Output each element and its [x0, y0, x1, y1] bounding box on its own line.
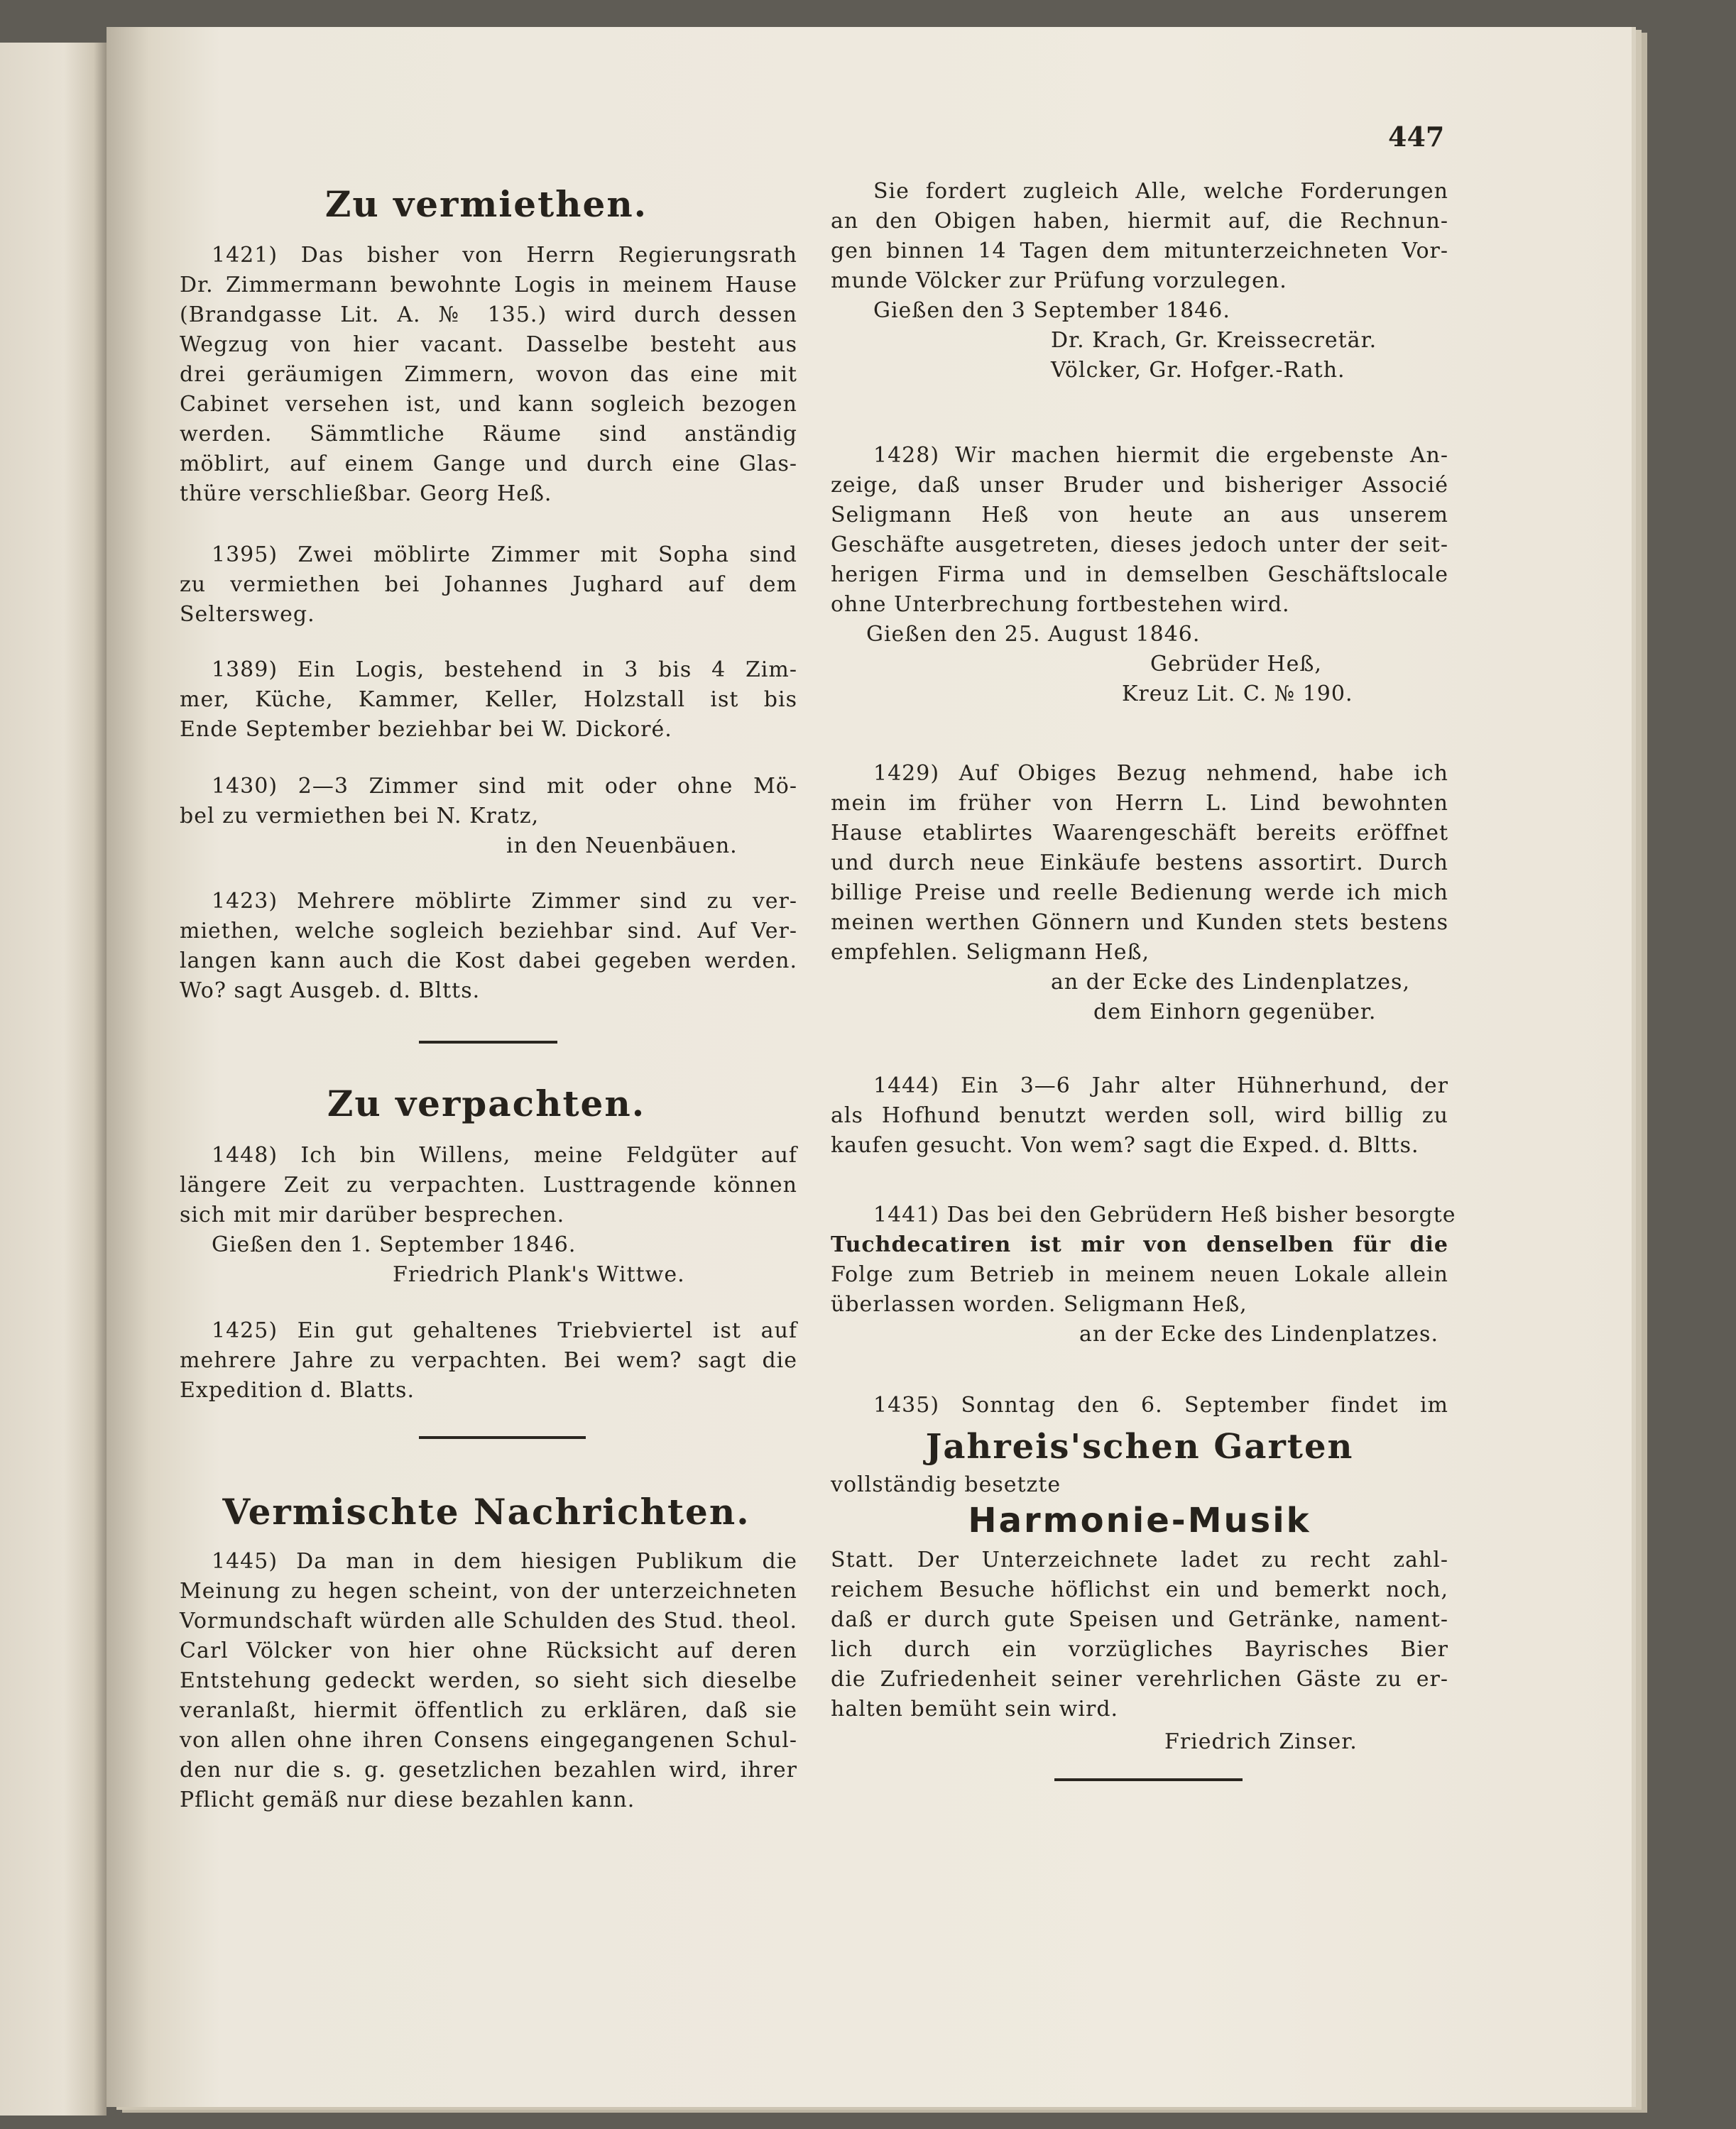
ad-line: an der Ecke des Lindenplatzes,	[1051, 970, 1410, 995]
heading-zu-verpachten: Zu verpachten.	[327, 1083, 646, 1124]
ad-1395	[180, 541, 797, 633]
ad-line: Meinung zu hegen scheint, von der unterzeichneten	[180, 1579, 797, 1604]
ad-line: herigen Firma und in demselben Geschäftslocale	[831, 562, 1448, 587]
ad-line: 1425) Ein gut gehaltenes Triebviertel ist auf	[212, 1318, 797, 1343]
ad-line: 1448) Ich bin Willens, meine Feldgüter auf	[212, 1143, 797, 1168]
ad-1425	[180, 1317, 797, 1409]
ad-line: Gießen den 1. September 1846.	[212, 1232, 577, 1257]
ad-line: 1445) Da man in dem hiesigen Publikum die	[212, 1549, 797, 1574]
ad-line: längere Zeit zu verpachten. Lusttragende können	[180, 1173, 797, 1198]
ad-line: Gießen den 3 September 1846.	[873, 298, 1230, 323]
music-title: Harmonie-Musik	[968, 1501, 1311, 1540]
ad-line: munde Völcker zur Prüfung vorzulegen.	[831, 268, 1287, 293]
ad-line: zu vermiethen bei Johannes Jughard auf dem	[180, 572, 797, 597]
ad-line: und durch neue Einkäufe bestens assortirt. Durch	[831, 850, 1448, 875]
ad-line: den nur die s. g. gesetzlichen bezahlen wird, ihrer	[180, 1758, 797, 1783]
section-divider	[419, 1041, 557, 1044]
ad-line: halten bemüht sein wird.	[831, 1697, 1119, 1722]
ad-line: Geschäfte ausgetreten, dieses jedoch unter der seit-	[831, 532, 1448, 557]
ad-line: 1423) Mehrere möblirte Zimmer sind zu ver-	[212, 889, 797, 914]
ad-line: Sie fordert zugleich Alle, welche Forderungen	[873, 179, 1448, 204]
ad-line: Völcker, Gr. Hofger.-Rath.	[1051, 358, 1345, 383]
ad-line: 1435) Sonntag den 6. September findet im	[873, 1393, 1448, 1418]
ad-line: mein im früher von Herrn L. Lind bewohnten	[831, 791, 1448, 816]
ad-line: Wo? sagt Ausgeb. d. Bltts.	[180, 978, 481, 1003]
ad-line: als Hofhund benutzt werden soll, wird billig zu	[831, 1103, 1448, 1128]
ad-line: möblirt, auf einem Gange und durch eine Glas-	[180, 451, 797, 476]
ad-line: Expedition d. Blatts.	[180, 1378, 415, 1403]
ad-1445	[180, 1548, 797, 1817]
ad-line: Ende September beziehbar bei W. Dickoré.	[180, 717, 672, 742]
ad-line: reichem Besuche höflichst ein und bemerkt noch,	[831, 1577, 1448, 1602]
ad-1421	[180, 241, 797, 511]
facing-page-edge	[0, 43, 107, 2116]
ad-line: 1429) Auf Obiges Bezug nehmend, habe ich	[873, 761, 1448, 786]
ad-line: Dr. Zimmermann bewohnte Logis in meinem Hause	[180, 273, 797, 297]
ad-line: Friedrich Plank's Wittwe.	[393, 1262, 685, 1287]
ad-line: von allen ohne ihren Consens eingegangenen Schul-	[180, 1728, 797, 1753]
ad-line: zeige, daß unser Bruder und bisheriger Associé	[831, 473, 1448, 498]
section-divider	[1054, 1778, 1243, 1781]
ad-line: (Brandgasse Lit. A. № 135.) wird durch dessen	[180, 302, 797, 327]
ad-line: sich mit mir darüber besprechen.	[180, 1203, 565, 1227]
ad-line: 1428) Wir machen hiermit die ergebenste An-	[873, 443, 1448, 468]
ad-line: 1389) Ein Logis, bestehend in 3 bis 4 Zim-	[212, 657, 797, 682]
ad-1444	[831, 1072, 1448, 1164]
ad-line: Wegzug von hier vacant. Dasselbe besteht aus	[180, 332, 797, 357]
ad-1445-continued	[831, 177, 1448, 398]
ad-line: Vormundschaft würden alle Schulden des Stud. theol.	[180, 1609, 798, 1633]
ad-1423	[180, 887, 797, 1008]
ad-line: Dr. Krach, Gr. Kreissecretär.	[1051, 328, 1377, 353]
ad-1448	[180, 1142, 797, 1294]
ad-line: lich durch ein vorzügliches Bayrisches Bier	[831, 1637, 1448, 1662]
ad-line: veranlaßt, hiermit öffentlich zu erklären, daß sie	[180, 1698, 797, 1723]
ad-1430	[180, 772, 797, 865]
ad-line: Kreuz Lit. C. № 190.	[1122, 682, 1353, 706]
ad-line: überlassen worden. Seligmann Heß,	[831, 1292, 1248, 1317]
ad-line: Statt. Der Unterzeichnete ladet zu recht zahl-	[831, 1548, 1448, 1572]
ad-line: an der Ecke des Lindenplatzes.	[1079, 1322, 1439, 1347]
ad-line: miethen, welche sogleich beziehbar sind. Auf Ver-	[180, 919, 797, 943]
ad-line: die Zufriedenheit seiner verehrlichen Gäste zu er-	[831, 1667, 1448, 1692]
ad-line: werden. Sämmtliche Räume sind anständig	[180, 422, 797, 447]
ad-line: in den Neuenbäuen.	[506, 833, 738, 858]
ad-line: meinen werthen Gönnern und Kunden stets bestens	[831, 910, 1448, 935]
ad-line: 1444) Ein 3—6 Jahr alter Hühnerhund, der	[873, 1073, 1448, 1098]
ad-line: gen binnen 14 Tagen dem mitunterzeichneten Vor-	[831, 239, 1448, 263]
ad-line: Carl Völcker von hier ohne Rücksicht auf deren	[180, 1638, 797, 1663]
ad-line: an den Obigen haben, hiermit auf, die Rechnun-	[831, 209, 1448, 234]
ad-line: 1421) Das bisher von Herrn Regierungsrath	[212, 243, 797, 268]
ad-line: mehrere Jahre zu verpachten. Bei wem? sagt die	[180, 1348, 797, 1373]
page-number: 447	[1388, 121, 1445, 153]
ad-line: ohne Unterbrechung fortbestehen wird.	[831, 592, 1290, 617]
ad-line: Gießen den 25. August 1846.	[866, 622, 1201, 647]
ad-line: kaufen gesucht. Von wem? sagt die Exped. d. Bltts.	[831, 1133, 1419, 1158]
ad-line: empfehlen. Seligmann Heß,	[831, 940, 1150, 965]
ad-line: vollständig besetzte	[831, 1472, 1061, 1497]
ad-line: thüre verschließbar. Georg Heß.	[180, 481, 552, 506]
ad-line: Seltersweg.	[180, 602, 315, 627]
ad-line: dem Einhorn gegenüber.	[1093, 1000, 1377, 1024]
ad-line: 1395) Zwei möblirte Zimmer mit Sopha sind	[212, 542, 797, 567]
signature: Friedrich Zinser.	[1164, 1729, 1358, 1754]
ad-line: Entstehung gedeckt werden, so sieht sich dieselbe	[180, 1668, 797, 1693]
ad-line: Cabinet versehen ist, und kann sogleich bezogen	[180, 392, 797, 417]
ad-1435	[831, 1391, 1448, 1761]
ad-line: 1430) 2—3 Zimmer sind mit oder ohne Mö-	[212, 774, 797, 799]
ad-1429	[831, 760, 1448, 1029]
heading-vermischte-nachrichten: Vermischte Nachrichten.	[222, 1491, 750, 1533]
ad-line: langen kann auch die Kost dabei gegeben werden.	[180, 948, 797, 973]
ad-1428	[831, 442, 1448, 711]
ad-line: Tuchdecatiren ist mir von denselben für die	[831, 1232, 1448, 1257]
ad-line: Hause etablirtes Waarengeschäft bereits eröffnet	[831, 821, 1448, 845]
ad-line: 1441) Das bei den Gebrüdern Heß bisher besorgte	[873, 1203, 1456, 1227]
section-divider	[419, 1436, 586, 1439]
ad-line: drei geräumigen Zimmern, wovon das eine mit	[180, 362, 797, 387]
venue-name: Jahreis'schen Garten	[925, 1427, 1354, 1467]
ad-1441	[831, 1201, 1456, 1354]
ad-line: mer, Küche, Kammer, Keller, Holzstall ist bis	[180, 687, 797, 712]
ad-line: Folge zum Betrieb in meinem neuen Lokale allein	[831, 1262, 1448, 1287]
ad-line: daß er durch gute Speisen und Getränke, nament-	[831, 1607, 1448, 1632]
ad-1389	[180, 656, 797, 748]
ad-line: bel zu vermiethen bei N. Kratz,	[180, 804, 540, 828]
ad-line: Gebrüder Heß,	[1150, 652, 1322, 677]
ad-line: billige Preise und reelle Bedienung werde ich mich	[831, 880, 1448, 905]
ad-line: Seligmann Heß von heute an aus unserem	[831, 503, 1448, 527]
heading-zu-vermiethen: Zu vermiethen.	[324, 183, 648, 225]
ad-line: Pflicht gemäß nur diese bezahlen kann.	[180, 1788, 635, 1812]
